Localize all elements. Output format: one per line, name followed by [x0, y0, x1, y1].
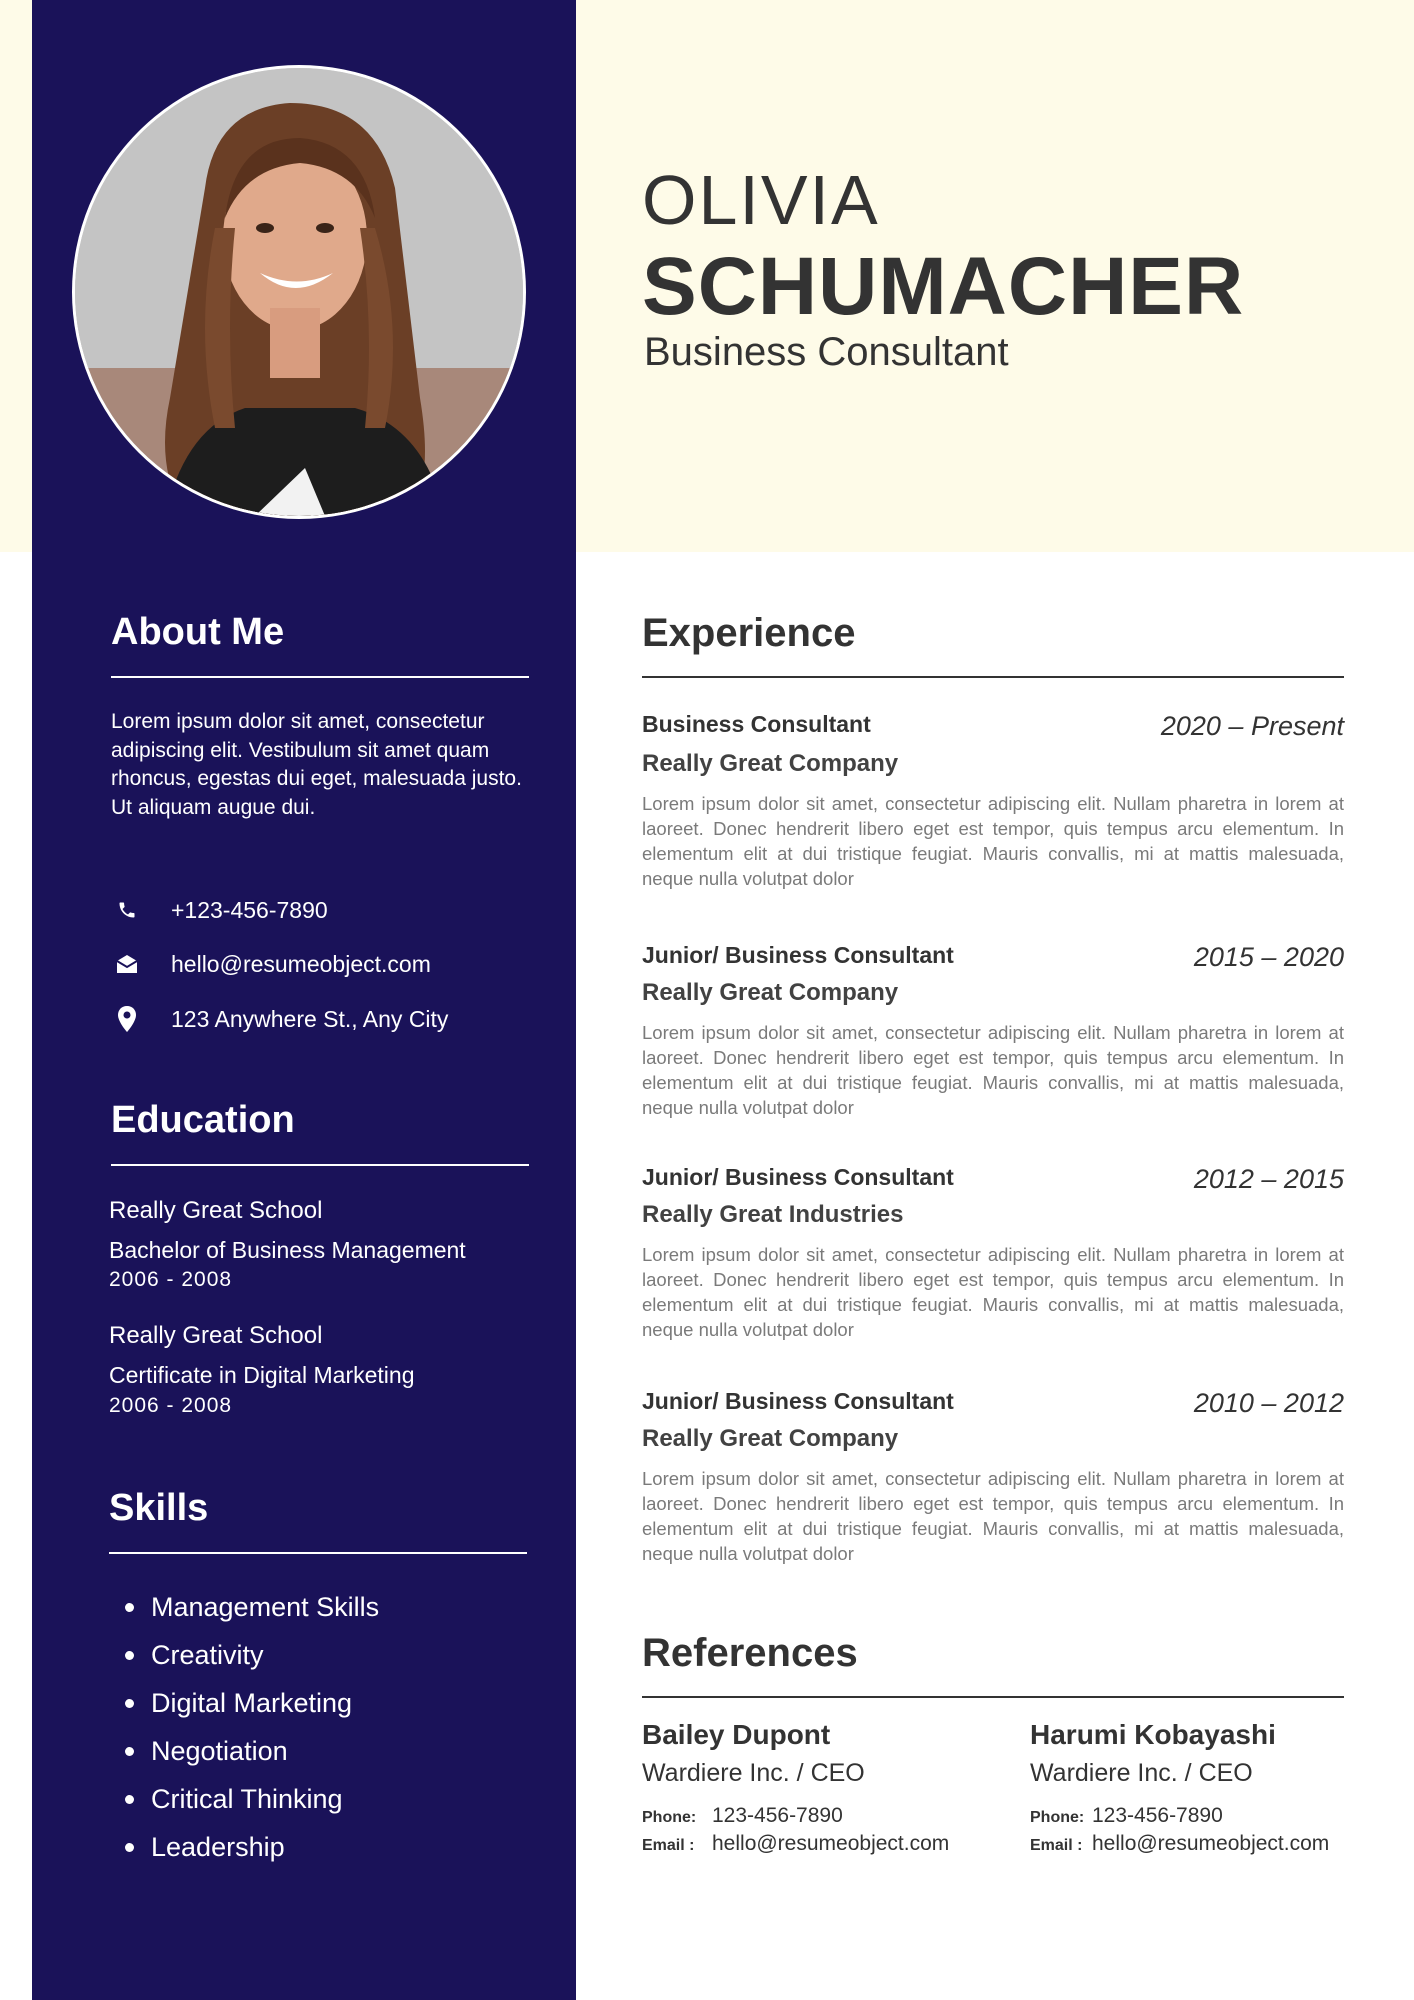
skill-item: Digital Marketing: [109, 1679, 379, 1727]
education-divider: [111, 1164, 529, 1166]
email-text[interactable]: hello@resumeobject.com: [171, 950, 431, 977]
profile-photo: [72, 65, 526, 519]
education-school: Really Great School: [109, 1322, 323, 1349]
experience-company: Really Great Company: [642, 979, 899, 1006]
experience-dates: 2010 – 2012: [1193, 1388, 1344, 1418]
experience-divider: [642, 676, 1344, 678]
profile-photo-image: [75, 68, 523, 516]
experience-role: Junior/ Business Consultant: [642, 1164, 954, 1190]
skill-item: Creativity: [109, 1631, 379, 1679]
references-heading: References: [642, 1631, 858, 1675]
experience-company: Really Great Company: [642, 1425, 899, 1452]
skill-item: Critical Thinking: [109, 1775, 379, 1823]
reference-phone-row: [1030, 1804, 1360, 1828]
about-divider: [111, 676, 529, 678]
phone-icon: [111, 894, 143, 926]
reference-role: Wardiere Inc. / CEO: [642, 1759, 865, 1787]
experience-dates: 2020 – Present: [1160, 711, 1344, 741]
skill-item: Leadership: [109, 1823, 379, 1871]
experience-dates: 2015 – 2020: [1193, 942, 1344, 972]
experience-description: Lorem ipsum dolor sit amet, consectetur adipiscing elit. Nullam pharetra in lorem at laoreet. Donec hendrerit libero eget est tempor, quis tempus arcu elementum. In elementum elit at dui tristique feugiat. Mauris convallis, mi at mattis malesuada, neque nulla volutpat dolor: [642, 1468, 1344, 1564]
experience-description: Lorem ipsum dolor sit amet, consectetur adipiscing elit. Nullam pharetra in lorem at laoreet. Donec hendrerit libero eget est tempor, quis tempus arcu elementum. In elementum elit at dui tristique feugiat. Mauris convallis, mi at mattis malesuada, neque nulla volutpat dolor: [642, 793, 1344, 889]
education-degree: Bachelor of Business Management: [109, 1237, 466, 1263]
reference-name: Harumi Kobayashi: [1030, 1719, 1276, 1750]
skills-list: [109, 1583, 379, 1871]
reference-phone[interactable]: 123-456-7890: [712, 1804, 843, 1827]
contact-address: [111, 999, 541, 1039]
skills-divider: [109, 1552, 527, 1554]
reference-email[interactable]: hello@resumeobject.com: [712, 1832, 950, 1855]
email-label: Email :: [642, 1837, 695, 1854]
last-name: SCHUMACHER: [642, 241, 1245, 332]
email-icon: [111, 948, 143, 980]
reference-email[interactable]: hello@resumeobject.com: [1092, 1832, 1330, 1855]
reference-phone[interactable]: 123-456-7890: [1092, 1804, 1223, 1827]
email-label: Email :: [1030, 1837, 1083, 1854]
reference-email-row: [1030, 1832, 1360, 1856]
experience-company: Really Great Industries: [642, 1201, 904, 1228]
experience-description: Lorem ipsum dolor sit amet, consectetur adipiscing elit. Nullam pharetra in lorem at laoreet. Donec hendrerit libero eget est tempor, quis tempus arcu elementum. In elementum elit at dui tristique feugiat. Mauris convallis, mi at mattis malesuada, neque nulla volutpat dolor: [642, 1022, 1344, 1118]
reference-card: [1030, 1719, 1360, 1856]
experience-role: Junior/ Business Consultant: [642, 942, 954, 968]
about-heading: About Me: [111, 611, 285, 653]
contact-phone: [111, 890, 541, 930]
address-text: 123 Anywhere St., Any City: [171, 1005, 449, 1032]
education-degree: Certificate in Digital Marketing: [109, 1362, 415, 1388]
job-title: Business Consultant: [644, 330, 1009, 374]
skill-item: Management Skills: [109, 1583, 379, 1631]
experience-role: Junior/ Business Consultant: [642, 1388, 954, 1414]
reference-name: Bailey Dupont: [642, 1719, 831, 1750]
education-heading: Education: [111, 1099, 295, 1141]
experience-company: Really Great Company: [642, 750, 899, 777]
skill-item: Negotiation: [109, 1727, 379, 1775]
portrait-illustration: [75, 68, 523, 516]
reference-phone-row: [642, 1804, 972, 1828]
contact-email: [111, 944, 541, 984]
reference-card: [642, 1719, 972, 1856]
reference-email-row: [642, 1832, 972, 1856]
phone-label: Phone:: [1030, 1809, 1085, 1826]
education-school: Really Great School: [109, 1197, 323, 1224]
education-years: 2006 - 2008: [109, 1268, 233, 1291]
experience-heading: Experience: [642, 611, 856, 655]
about-text: Lorem ipsum dolor sit amet, consectetur adipiscing elit. Vestibulum sit amet quam rhoncus, egestas dui eget, malesuada justo. Ut aliquam augue dui.: [111, 710, 522, 819]
education-years: 2006 - 2008: [109, 1394, 233, 1417]
location-pin-icon: [111, 1003, 143, 1035]
references-divider: [642, 1696, 1344, 1698]
first-name: OLIVIA: [642, 161, 880, 239]
experience-role: Business Consultant: [642, 711, 871, 737]
experience-description: Lorem ipsum dolor sit amet, consectetur adipiscing elit. Nullam pharetra in lorem at laoreet. Donec hendrerit libero eget est tempor, quis tempus arcu elementum. In elementum elit at dui tristique feugiat. Mauris convallis, mi at mattis malesuada, neque nulla volutpat dolor: [642, 1244, 1344, 1340]
phone-label: Phone:: [642, 1809, 697, 1826]
phone-text[interactable]: +123-456-7890: [171, 896, 328, 923]
skills-heading: Skills: [109, 1487, 209, 1529]
reference-role: Wardiere Inc. / CEO: [1030, 1759, 1253, 1787]
experience-dates: 2012 – 2015: [1193, 1164, 1344, 1194]
